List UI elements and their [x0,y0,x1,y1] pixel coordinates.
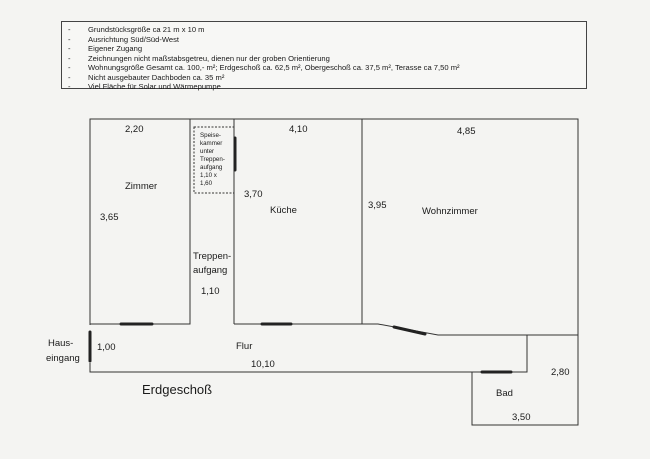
zimmer-width: 2,20 [125,124,144,135]
pantry-line-3: unter [200,148,215,155]
entrance-width: 1,00 [97,342,116,353]
pantry-line-5: aufgang [200,164,223,171]
wall-outer [90,119,578,372]
entrance-label-2: eingang [46,353,80,364]
pantry-line-2: kammer [200,140,223,147]
wohnzimmer-depth: 3,95 [368,200,387,211]
door-wohnzimmer [394,327,425,334]
bad-width: 3,50 [512,412,531,423]
kueche-name: Küche [270,205,297,216]
wall-wohnzimmer-bottom [362,324,527,335]
stair-label-2: aufgang [193,265,228,276]
bad-name: Bad [496,388,513,399]
pantry-line-1: Speise- [200,132,221,139]
note-item: - Wohnungsgröße Gesamt ca. 100,- m²; Erdgeschoß ca. 62,5 m², Obergeschoß ca. 37,5 m², Terasse ca 7,50 m² [68,63,586,73]
pantry-line-7: 1,60 [200,180,213,187]
note-item: - Viel Fläche für Solar und Wärmepumpe [68,82,586,92]
zimmer-name: Zimmer [125,181,158,192]
wohnzimmer-name: Wohnzimmer [422,206,478,217]
floor-title: Erdgeschoß [142,382,213,397]
note-item: - Ausrichtung Süd/Süd-West [68,35,586,45]
note-item: - Nicht ausgebauter Dachboden ca. 35 m² [68,73,586,83]
zimmer-depth: 3,65 [100,212,119,223]
flur-name: Flur [236,341,253,352]
stair-width: 1,10 [201,286,220,297]
bad-depth: 2,80 [551,367,570,378]
pantry-line-4: Treppen- [200,156,225,163]
stair-label-1: Treppen- [193,251,232,262]
wohnzimmer-width: 4,85 [457,126,476,137]
note-item: - Zeichnungen nicht maßstabsgetreu, dienen nur der groben Orientierung [68,54,586,64]
kueche-width: 4,10 [289,124,308,135]
entrance-label-1: Haus- [48,338,74,349]
flur-length: 10,10 [251,359,275,370]
note-item: - Eigener Zugang [68,44,586,54]
pantry-line-6: 1,10 x [200,172,217,179]
kueche-depth: 3,70 [244,189,263,200]
note-item: - Grundstücksgröße ca 21 m x 10 m [68,25,586,35]
